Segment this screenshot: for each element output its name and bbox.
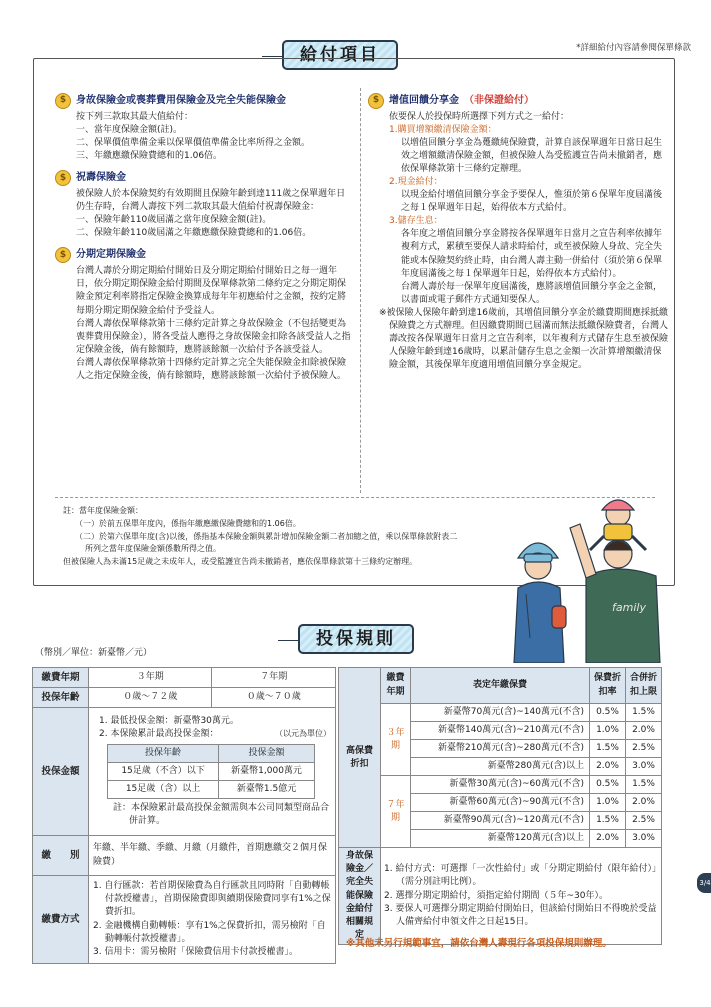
rules-table-right xyxy=(338,667,662,945)
pay-method-label: 繳費方式 xyxy=(33,876,89,964)
inner-header-amount: 投保金額 xyxy=(219,744,315,762)
amount-rule: 2. 本保險累計最高投保金額： xyxy=(99,728,219,739)
discount-premium: 新臺幣60萬元(含)~90萬元(不含) xyxy=(411,794,590,812)
discount-cap: 2.0% xyxy=(626,722,662,740)
inner-cell: 15足歲（不含）以下 xyxy=(108,762,219,780)
pay-method-cell xyxy=(89,876,336,964)
inner-header-age: 投保年齡 xyxy=(108,744,219,762)
discount-premium: 新臺幣120萬元(含)以上 xyxy=(411,830,590,848)
discount-premium: 新臺幣140萬元(含)~210萬元(不含) xyxy=(411,722,590,740)
non-guaranteed-tag: （非保證給付） xyxy=(464,94,534,106)
installment-paragraph: 台灣人壽依保單條款第十三條約定計算之身故保險金（不包括變更為喪葬費用保險金），將各受益人應得之身故保險金扣除各該受益人之指定保險金後，倘有餘額時，應將該餘額一次給付予各該受益人。 xyxy=(76,318,351,355)
rules-table-left xyxy=(32,667,336,964)
discount-cap: 2.5% xyxy=(626,740,662,758)
death-benefit-item: 二、保單價值準備金乘以保單價值準備金比率所得之金額。 xyxy=(76,138,311,149)
period-label: 繳費年期 xyxy=(33,668,89,688)
column-divider xyxy=(360,88,361,493)
currency-unit: （幣別／單位：新臺幣／元） xyxy=(35,648,153,658)
discount-7-year-label: ７年期 xyxy=(381,776,411,848)
discount-premium: 新臺幣280萬元(含)以上 xyxy=(411,758,590,776)
shirt-text: family xyxy=(612,601,646,614)
death-benefit-item: 一、當年度保險金額(註)。 xyxy=(76,125,183,136)
discount-rate: 2.0% xyxy=(590,830,626,848)
discount-header-premium: 表定年繳保費 xyxy=(411,668,590,704)
terms-notice: *詳細給付內容請參閱保單條款 xyxy=(576,43,691,53)
footer-note: ※其他未另行規範事宜，請依台灣人壽現行各項投保規則辦理。 xyxy=(346,938,612,949)
discount-rate: 2.0% xyxy=(590,758,626,776)
birthday-benefit-body: 被保險人於本保險契約有效期間且保險年齡到達111歲之保單週年日仍生存時，台灣人壽按下列二款取其最大值給付祝壽保險金： xyxy=(76,189,346,213)
discount-header-period: 繳費年期 xyxy=(381,668,411,704)
bonus-option-text: 以增值回饋分享金為躉繳純保險費，計算自該保單週年日當日起生效之增額繳清保險金額，但被保險人為受監護宣告尚未撤銷者，應依保單條款第十三條約定辦理。 xyxy=(401,138,663,175)
bonus-option-heading: 1.購買增額繳清保險金額： xyxy=(389,125,497,136)
note-line: 所列之當年度保險金額係數所得之值。 xyxy=(85,544,221,554)
death-benefit-title: 身故保險金或喪葬費用保險金及完全失能保險金 xyxy=(76,94,286,106)
birthday-benefit-title: 祝壽保險金 xyxy=(76,171,126,183)
discount-premium: 新臺幣90萬元(含)~120萬元(不含) xyxy=(411,812,590,830)
benefit-payment-rule: 3. 要保人可選擇分期定期給付開始日，但該給付開始日不得晚於受益人備齊給付申領文件之日起15日。 xyxy=(384,903,657,927)
payout-section-title: 給付項目 xyxy=(282,40,398,70)
inner-cell: 新臺幣1,000萬元 xyxy=(219,762,315,780)
discount-rate: 1.5% xyxy=(590,740,626,758)
discount-premium: 新臺幣210萬元(含)~280萬元(不含) xyxy=(411,740,590,758)
mode-text: 年繳、半年繳、季繳、月繳（月繳件，首期應繳交２個月保險費） xyxy=(89,836,336,876)
bonus-option-text: 台灣人壽於每一保單年度屆滿後，應將該增值回饋分享金之金額，以書面或電子郵件方式通知要保人。 xyxy=(401,281,663,305)
benefit-payment-rules-label: 身故保險金／完全失能保險金給付相關規定 xyxy=(339,848,381,944)
benefit-payment-rules-cell xyxy=(381,848,662,944)
installment-paragraph: 台灣人壽於分期定期給付開始日及分期定期給付開始日之每一週年日，依分期定期保險金給付期間及保單條款第二條約定之分期定期保險金預定利率將指定保險金換算成每年年初應給付之金額，按約定將每期分期定期保險金給付予受益人。 xyxy=(76,266,347,316)
payout-right-column xyxy=(368,93,668,372)
discount-3-year-label: ３年期 xyxy=(381,704,411,776)
bonus-footnote: ※被保險人保險年齡到達16歲前，其增值回饋分享金於繳費期間應採抵繳保險費之方式辦理。但因繳費期間已屆滿而無法抵繳保險費者，台灣人壽改按各保單週年日當月之宣告利率，以年複利方式儲存生息至被保險人保險年齡到達16歲時，以累計儲存生息之金額一次計算增額繳清保險金額，其後保單年度適用增值回饋分享金規定。 xyxy=(379,307,669,370)
bonus-title: 增值回饋分享金 xyxy=(389,94,459,106)
inner-cell: 15足歲（含）以上 xyxy=(108,781,219,799)
coin-icon: $ xyxy=(55,170,71,186)
inner-cell: 新臺幣1.5億元 xyxy=(219,781,315,799)
discount-cap: 3.0% xyxy=(626,758,662,776)
amount-label: 投保金額 xyxy=(33,708,89,836)
coin-icon: $ xyxy=(368,93,384,109)
discount-label: 高保費折扣 xyxy=(339,668,381,848)
note-line: （二）於第六保單年度(含)以後，係指基本保險金額與累計增加保險金額二者加總之值，乘以保單條款附表二 xyxy=(75,531,458,541)
benefit-payment-rule: 2. 選擇分期定期給付，須指定給付期間（５年~30年）。 xyxy=(384,890,608,901)
discount-header-cap: 合併折扣上限 xyxy=(626,668,662,704)
installment-benefit-title: 分期定期保險金 xyxy=(76,249,146,261)
max-amount-table xyxy=(107,744,315,799)
death-benefit-heading xyxy=(55,93,353,109)
discount-cap: 1.5% xyxy=(626,776,662,794)
amount-rule: 1. 最低投保金額：新臺幣30萬元。 xyxy=(99,715,239,726)
amount-cell xyxy=(89,708,336,836)
age-range-7-year: ０歲～７０歲 xyxy=(212,688,336,708)
discount-rate: 1.0% xyxy=(590,722,626,740)
coin-icon: $ xyxy=(55,93,71,109)
discount-cap: 2.5% xyxy=(626,812,662,830)
pay-method-item: 1. 自行匯款：若首期保險費為自行匯款且同時附「自動轉帳付款授權書」，首期保險費即與續期保險費同享有1%之保費折扣。 xyxy=(93,881,331,918)
rules-section-title: 投保規則 xyxy=(298,624,414,654)
discount-rate: 0.5% xyxy=(590,704,626,722)
payout-left-column xyxy=(55,93,353,383)
discount-premium: 新臺幣30萬元(含)~60萬元(不含) xyxy=(411,776,590,794)
discount-premium: 新臺幣70萬元(含)~140萬元(不含) xyxy=(411,704,590,722)
discount-header-rate: 保費折扣率 xyxy=(590,668,626,704)
discount-cap: 1.5% xyxy=(626,704,662,722)
death-benefit-item: 三、年繳應繳保險費總和的1.06倍。 xyxy=(76,151,223,162)
period-7-year: ７年期 xyxy=(212,668,336,688)
birthday-benefit-item: 二、保險年齡110歲屆滿之年繳應繳保險費總和的1.06倍。 xyxy=(76,228,312,239)
age-label: 投保年齡 xyxy=(33,688,89,708)
discount-rate: 1.0% xyxy=(590,794,626,812)
benefit-payment-rule: 1. 給付方式：可選擇「一次性給付」或「分期定期給付（限年給付）」（需分別註明比例）。 xyxy=(384,864,657,888)
installment-paragraph: 台灣人壽依保單條款第十四條約定計算之完全失能保險金扣除被保險人之指定保險金後，倘有餘額時，應將該餘額一次給付予被保險人。 xyxy=(76,357,347,381)
bonus-option-heading: 3.儲存生息： xyxy=(389,216,443,227)
page-number: 3/4 xyxy=(697,873,711,893)
bonus-option-text: 各年度之增值回饋分享金將按各保單週年日當月之宣告利率依據年複利方式，累積至要保人請求時給付，或至被保險人身故、完全失能或本保險契約終止時，由台灣人壽主動一併給付（須於第６保單年度屆滿後之每１保單週年日起，始得依本方式給付）。 xyxy=(401,229,663,279)
discount-cap: 3.0% xyxy=(626,830,662,848)
amount-note: 註：本保險累計最高投保金額需與本公司同類型商品合併計算。 xyxy=(113,803,330,827)
bonus-heading xyxy=(368,93,668,109)
discount-rate: 1.5% xyxy=(590,812,626,830)
family-illustration xyxy=(490,488,680,663)
birthday-benefit-heading xyxy=(55,170,353,186)
bonus-option-text: 以現金給付增值回饋分享金予要保人，惟須於第６保單年度屆滿後之每１保單週年日起，始得依本方式給付。 xyxy=(401,190,663,214)
payout-notes xyxy=(63,505,533,569)
note-line: 但被保險人為未滿15足歲之未成年人，或受監護宣告尚未撤銷者，應依保單條款第十三條約定辦理。 xyxy=(63,557,418,567)
discount-rate: 0.5% xyxy=(590,776,626,794)
note-line: 註：當年度保險金額： xyxy=(63,506,143,515)
death-benefit-intro: 按下列三款取其最大值給付： xyxy=(76,112,194,122)
period-3-year: ３年期 xyxy=(89,668,212,688)
bonus-intro: 依要保人於投保時所選擇下列方式之一給付： xyxy=(389,112,570,122)
pay-method-item: 3. 信用卡：需另檢附「保險費信用卡付款授權書」。 xyxy=(93,946,298,957)
coin-icon: $ xyxy=(55,247,71,263)
note-line: （一）於前五保單年度內，係指年繳應繳保險費總和的1.06倍。 xyxy=(75,518,301,528)
age-range-3-year: ０歲～７２歲 xyxy=(89,688,212,708)
amount-unit-note: （以元為單位） xyxy=(275,728,331,738)
pay-method-item: 2. 金融機構自動轉帳：享有1%之保費折扣，需另檢附「自動轉帳付款授權書」。 xyxy=(93,920,326,944)
bonus-option-heading: 2.現金給付： xyxy=(389,177,443,188)
birthday-benefit-item: 一、保險年齡110歲屆滿之當年度保險金額(註)。 xyxy=(76,215,272,226)
installment-benefit-heading xyxy=(55,247,353,263)
discount-cap: 2.0% xyxy=(626,794,662,812)
mode-label: 繳 別 xyxy=(33,836,89,876)
